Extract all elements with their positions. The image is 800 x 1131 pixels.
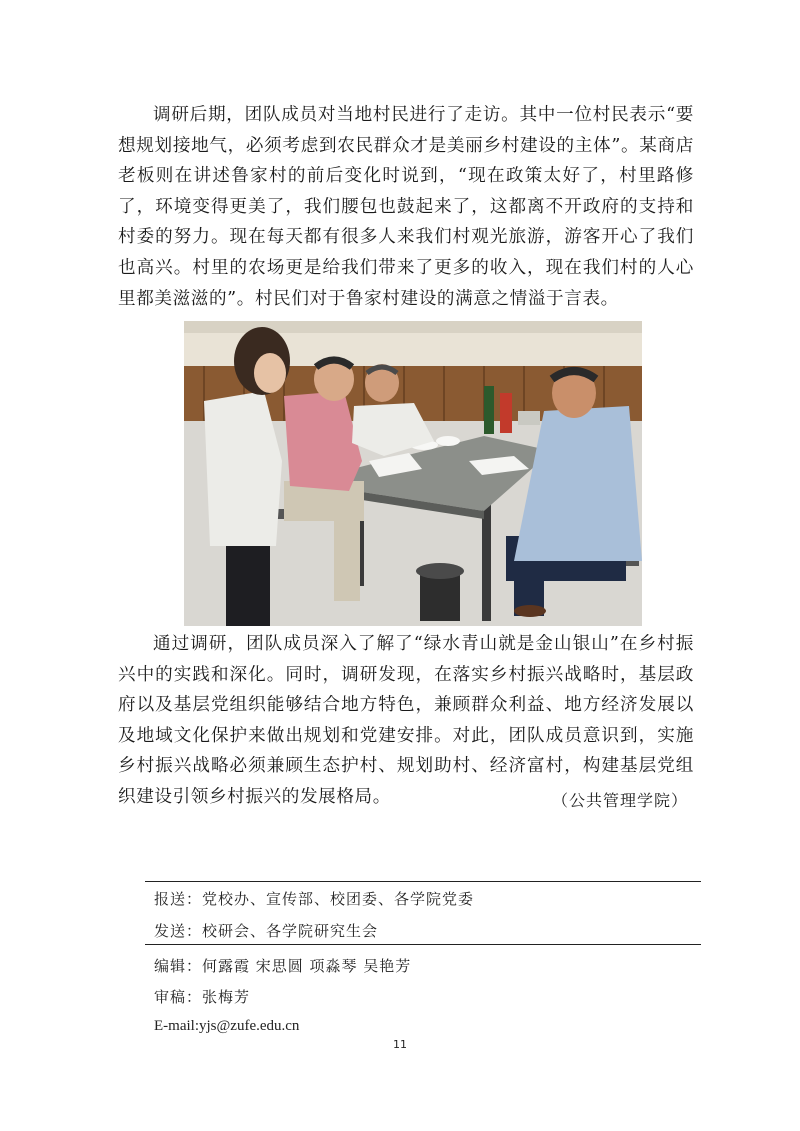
footer-top-rule [145, 881, 701, 882]
reviewer-line: 审稿：张梅芳 [154, 988, 251, 1006]
survey-photo [184, 321, 642, 626]
copy-to-line: 发送：校研会、各学院研究生会 [154, 922, 379, 940]
footer-middle-rule [145, 944, 701, 945]
author-attribution: （公共管理学院） [551, 791, 688, 810]
body-paragraph-1: 调研后期，团队成员对当地村民进行了走访。其中一位村民表示“要想规划接地气，必须考虑到农民群众才是美丽乡村建设的主体”。某商店老板则在讲述鲁家村的前后变化时说到，“现在政策太好了，村里路修了，环境变得更美了，我们腰包也鼓起来了，这都离不开政府的支持和村委的努力。现在每天都有很多人来我们村观光旅游，游客开心了我们也高兴。村里的农场更是给我们带来了更多的收入，现在我们村的人心里都美滋滋的”。村民们对于鲁家村建设的满意之情溢于言表。 [118, 105, 694, 309]
editors-line: 编辑：何露霞 宋思圆 项淼琴 吴艳芳 [154, 957, 412, 975]
body-paragraph-2: 通过调研，团队成员深入了解了“绿水青山就是金山银山”在乡村振兴中的实践和深化。同时，调研发现，在落实乡村振兴战略时，基层政府以及基层党组织能够结合地方特色，兼顾群众利益、地方经济发展以及地域文化保护来做出规划和党建安排。对此，团队成员意识到，实施乡村振兴战略必须兼顾生态护村、规划助村、经济富村，构建基层党组织建设引领乡村振兴的发展格局。 [118, 634, 694, 807]
email-line[interactable]: E-mail:yjs@zufe.edu.cn [154, 1018, 300, 1034]
send-to-line: 报送：党校办、宣传部、校团委、各学院党委 [154, 890, 475, 908]
page-number: 11 [393, 1038, 407, 1051]
